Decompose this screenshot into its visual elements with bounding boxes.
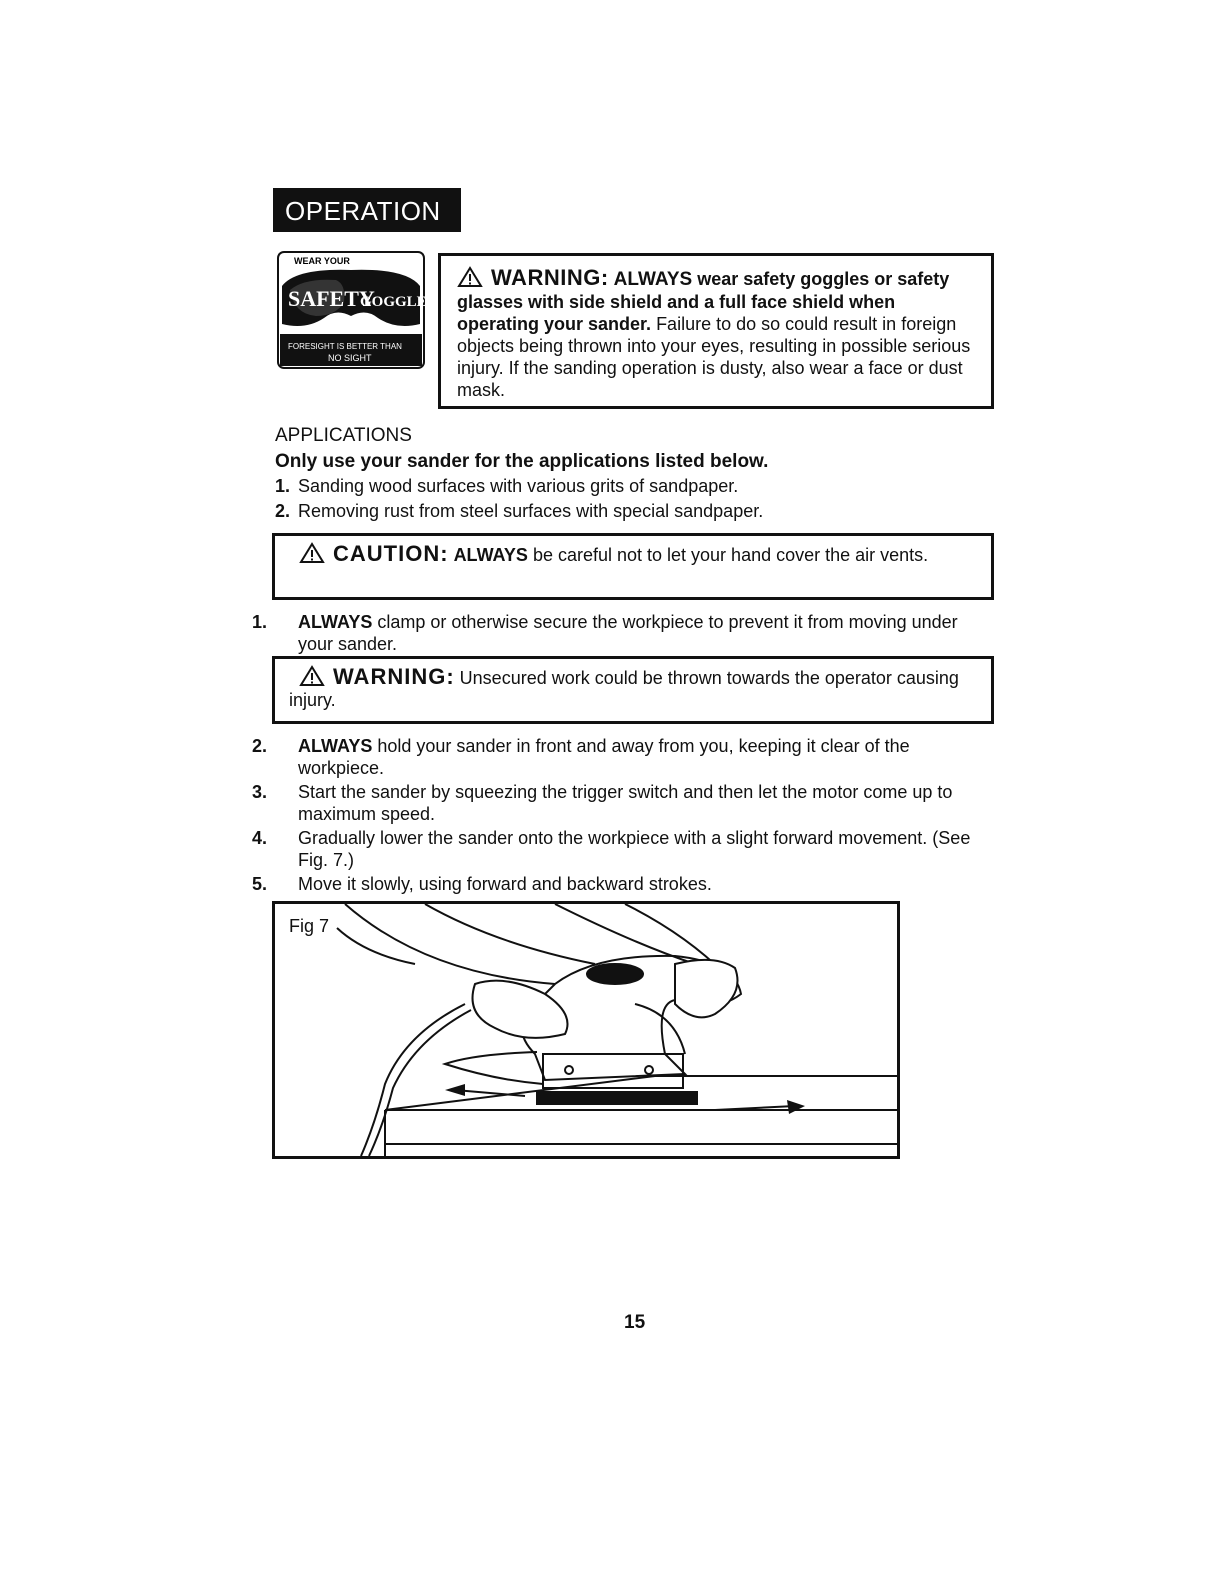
list-item: 2. Removing rust from steel surfaces with special sandpaper. <box>275 501 764 521</box>
warning-bold-text: wear safety goggles or safety glasses with side shield and a full face shield when operating your sander. <box>457 269 950 334</box>
svg-text:NO SIGHT: NO SIGHT <box>328 353 372 363</box>
section-header: OPERATION <box>273 188 461 232</box>
svg-text:GOGGLES: GOGGLES <box>360 294 436 310</box>
warning-always: ALWAYS <box>613 269 693 290</box>
step-1: 1. ALWAYS clamp or otherwise secure the workpiece to prevent it from moving under your sander. <box>252 612 958 654</box>
list-item: 5. Move it slowly, using forward and backward strokes. <box>252 874 712 894</box>
svg-text:FORESIGHT IS BETTER THAN: FORESIGHT IS BETTER THAN <box>288 342 402 351</box>
warning-triangle-icon <box>299 542 325 564</box>
list-item: 2. ALWAYS hold your sander in front and away from you, keeping it clear of the workpiece. <box>252 736 910 778</box>
goggles-warning-box <box>438 253 994 409</box>
applications-subheading: Only use your sander for the applications listed below. <box>275 451 769 472</box>
steps-list <box>252 735 975 897</box>
svg-text:SAFETY: SAFETY <box>288 286 375 311</box>
warning-text: Failure to do so could result in foreign objects being thrown into your eyes, resulting in possible serious injury. If the sanding operation is dusty, also wear a face or dust mask. <box>457 314 971 400</box>
caution-title: CAUTION: <box>333 541 449 566</box>
list-item: 4. Gradually lower the sander onto the workpiece with a slight forward movement. (See Fig. 7.) <box>252 828 971 870</box>
page-number: 15 <box>624 1312 646 1333</box>
warning-triangle-icon <box>457 266 483 288</box>
warning2-title: WARNING: <box>333 664 455 689</box>
unsecured-warning-box: WARNING: Unsecured work could be thrown towards the operator causing injury. <box>272 656 994 724</box>
safety-goggles-badge <box>276 250 436 370</box>
warning-title: WARNING: <box>491 265 609 290</box>
caution-box: CAUTION: ALWAYS be careful not to let your hand cover the air vents. <box>272 533 994 600</box>
figure-7 <box>272 901 900 1159</box>
warning-triangle-icon <box>299 665 325 687</box>
sander-illustration <box>275 904 897 1156</box>
figure-label: Fig 7 <box>289 916 330 936</box>
svg-text:WEAR YOUR: WEAR YOUR <box>294 256 350 266</box>
applications-heading: APPLICATIONS <box>275 425 412 446</box>
list-item: 3. Start the sander by squeezing the trigger switch and then let the motor come up to maximum speed. <box>252 782 953 824</box>
list-item: 1. Sanding wood surfaces with various grits of sandpaper. <box>275 476 739 496</box>
